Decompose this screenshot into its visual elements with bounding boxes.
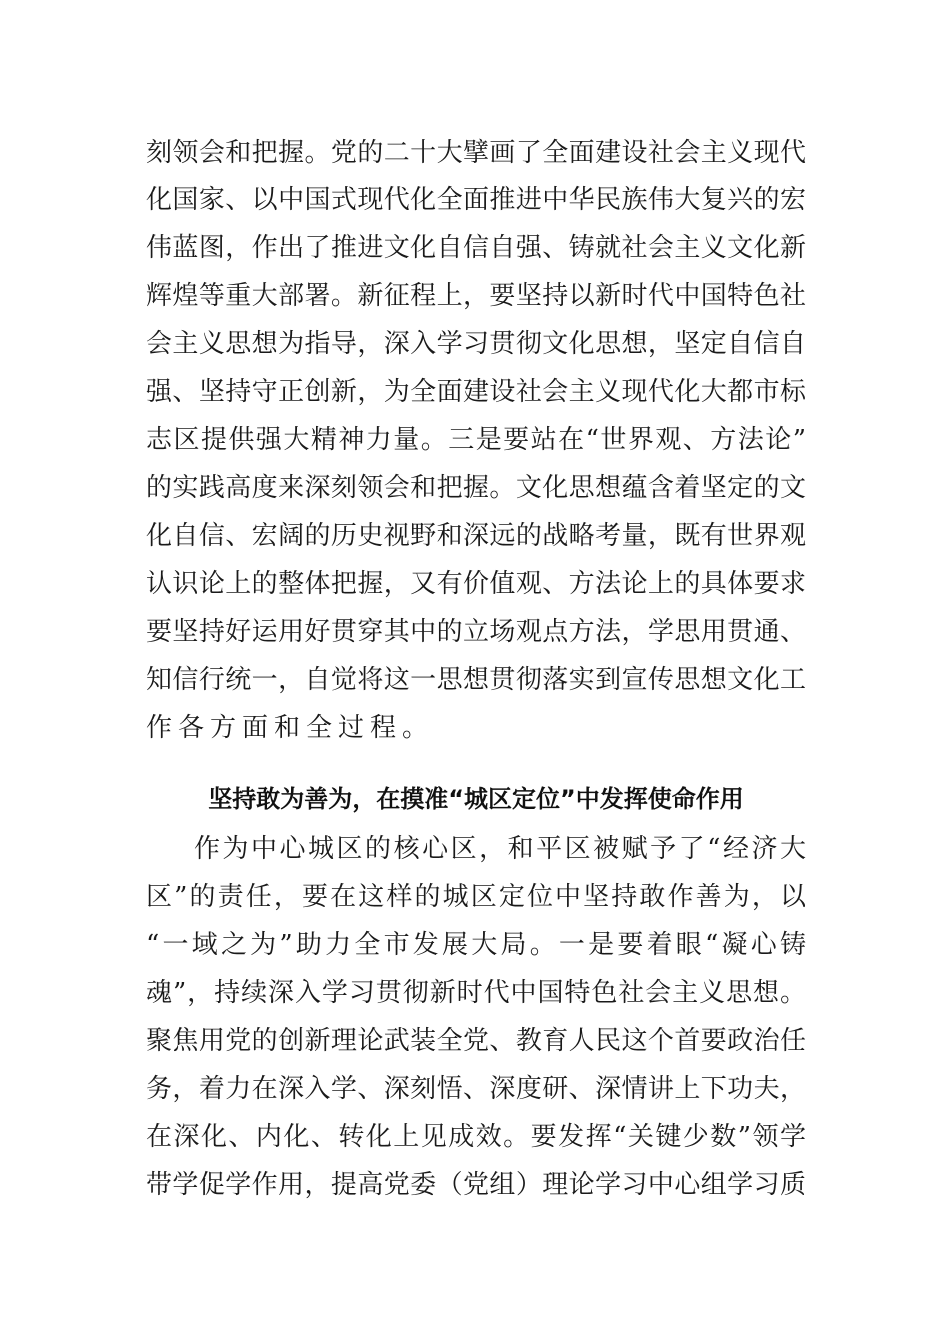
paragraph-2-line-3: “一域之为”助力全市发展大局。一是要着眼“凝心铸: [146, 930, 806, 960]
paragraph-2-line-5: 聚焦用党的创新理论武装全党、教育人民这个首要政治任: [146, 1026, 806, 1056]
paragraph-1-line-2: 化国家、以中国式现代化全面推进中华民族伟大复兴的宏: [146, 185, 806, 215]
paragraph-1-line-4: 辉煌等重大部署。新征程上，要坚持以新时代中国特色社: [146, 281, 806, 311]
paragraph-2-line-6: 务，着力在深入学、深刻悟、深度研、深情讲上下功夫，: [146, 1074, 806, 1104]
paragraph-1-line-8: 的实践高度来深刻领会和把握。文化思想蕴含着坚定的文: [146, 473, 806, 503]
paragraph-2-line-4: 魂”，持续深入学习贯彻新时代中国特色社会主义思想。: [146, 978, 806, 1008]
paragraph-2-line-2: 区”的责任，要在这样的城区定位中坚持敢作善为，以: [146, 882, 806, 912]
paragraph-2-line-7: 在深化、内化、转化上见成效。要发挥“关键少数”领学: [146, 1122, 806, 1152]
paragraph-1-line-5: 会主义思想为指导，深入学习贯彻文化思想，坚定自信自: [146, 329, 806, 359]
paragraph-1-line-11: 要坚持好运用好贯穿其中的立场观点方法，学思用贯通、: [146, 617, 806, 647]
paragraph-1-line-3: 伟蓝图，作出了推进文化自信自强、铸就社会主义文化新: [146, 233, 806, 263]
paragraph-2-line-8: 带学促学作用，提高党委（党组）理论学习中心组学习质: [146, 1170, 806, 1200]
section-heading: 坚持敢为善为，在摸准“城区定位”中发挥使命作用: [208, 785, 744, 813]
paragraph-1-line-10: 认识论上的整体把握，又有价值观、方法论上的具体要求: [146, 569, 806, 599]
paragraph-1-line-13: 作各方面和全过程。: [146, 713, 435, 743]
paragraph-1-line-9: 化自信、宏阔的历史视野和深远的战略考量，既有世界观: [146, 521, 806, 551]
paragraph-1-line-1: 刻领会和把握。党的二十大擘画了全面建设社会主义现代: [146, 138, 806, 168]
paragraph-1-line-7: 志区提供强大精神力量。三是要站在“世界观、方法论”: [146, 425, 806, 455]
paragraph-1-line-6: 强、坚持守正创新，为全面建设社会主义现代化大都市标: [146, 377, 806, 407]
paragraph-2-line-1: 作为中心城区的核心区，和平区被赋予了“经济大: [194, 834, 806, 864]
paragraph-1-line-12: 知信行统一，自觉将这一思想贯彻落实到宣传思想文化工: [146, 665, 806, 695]
